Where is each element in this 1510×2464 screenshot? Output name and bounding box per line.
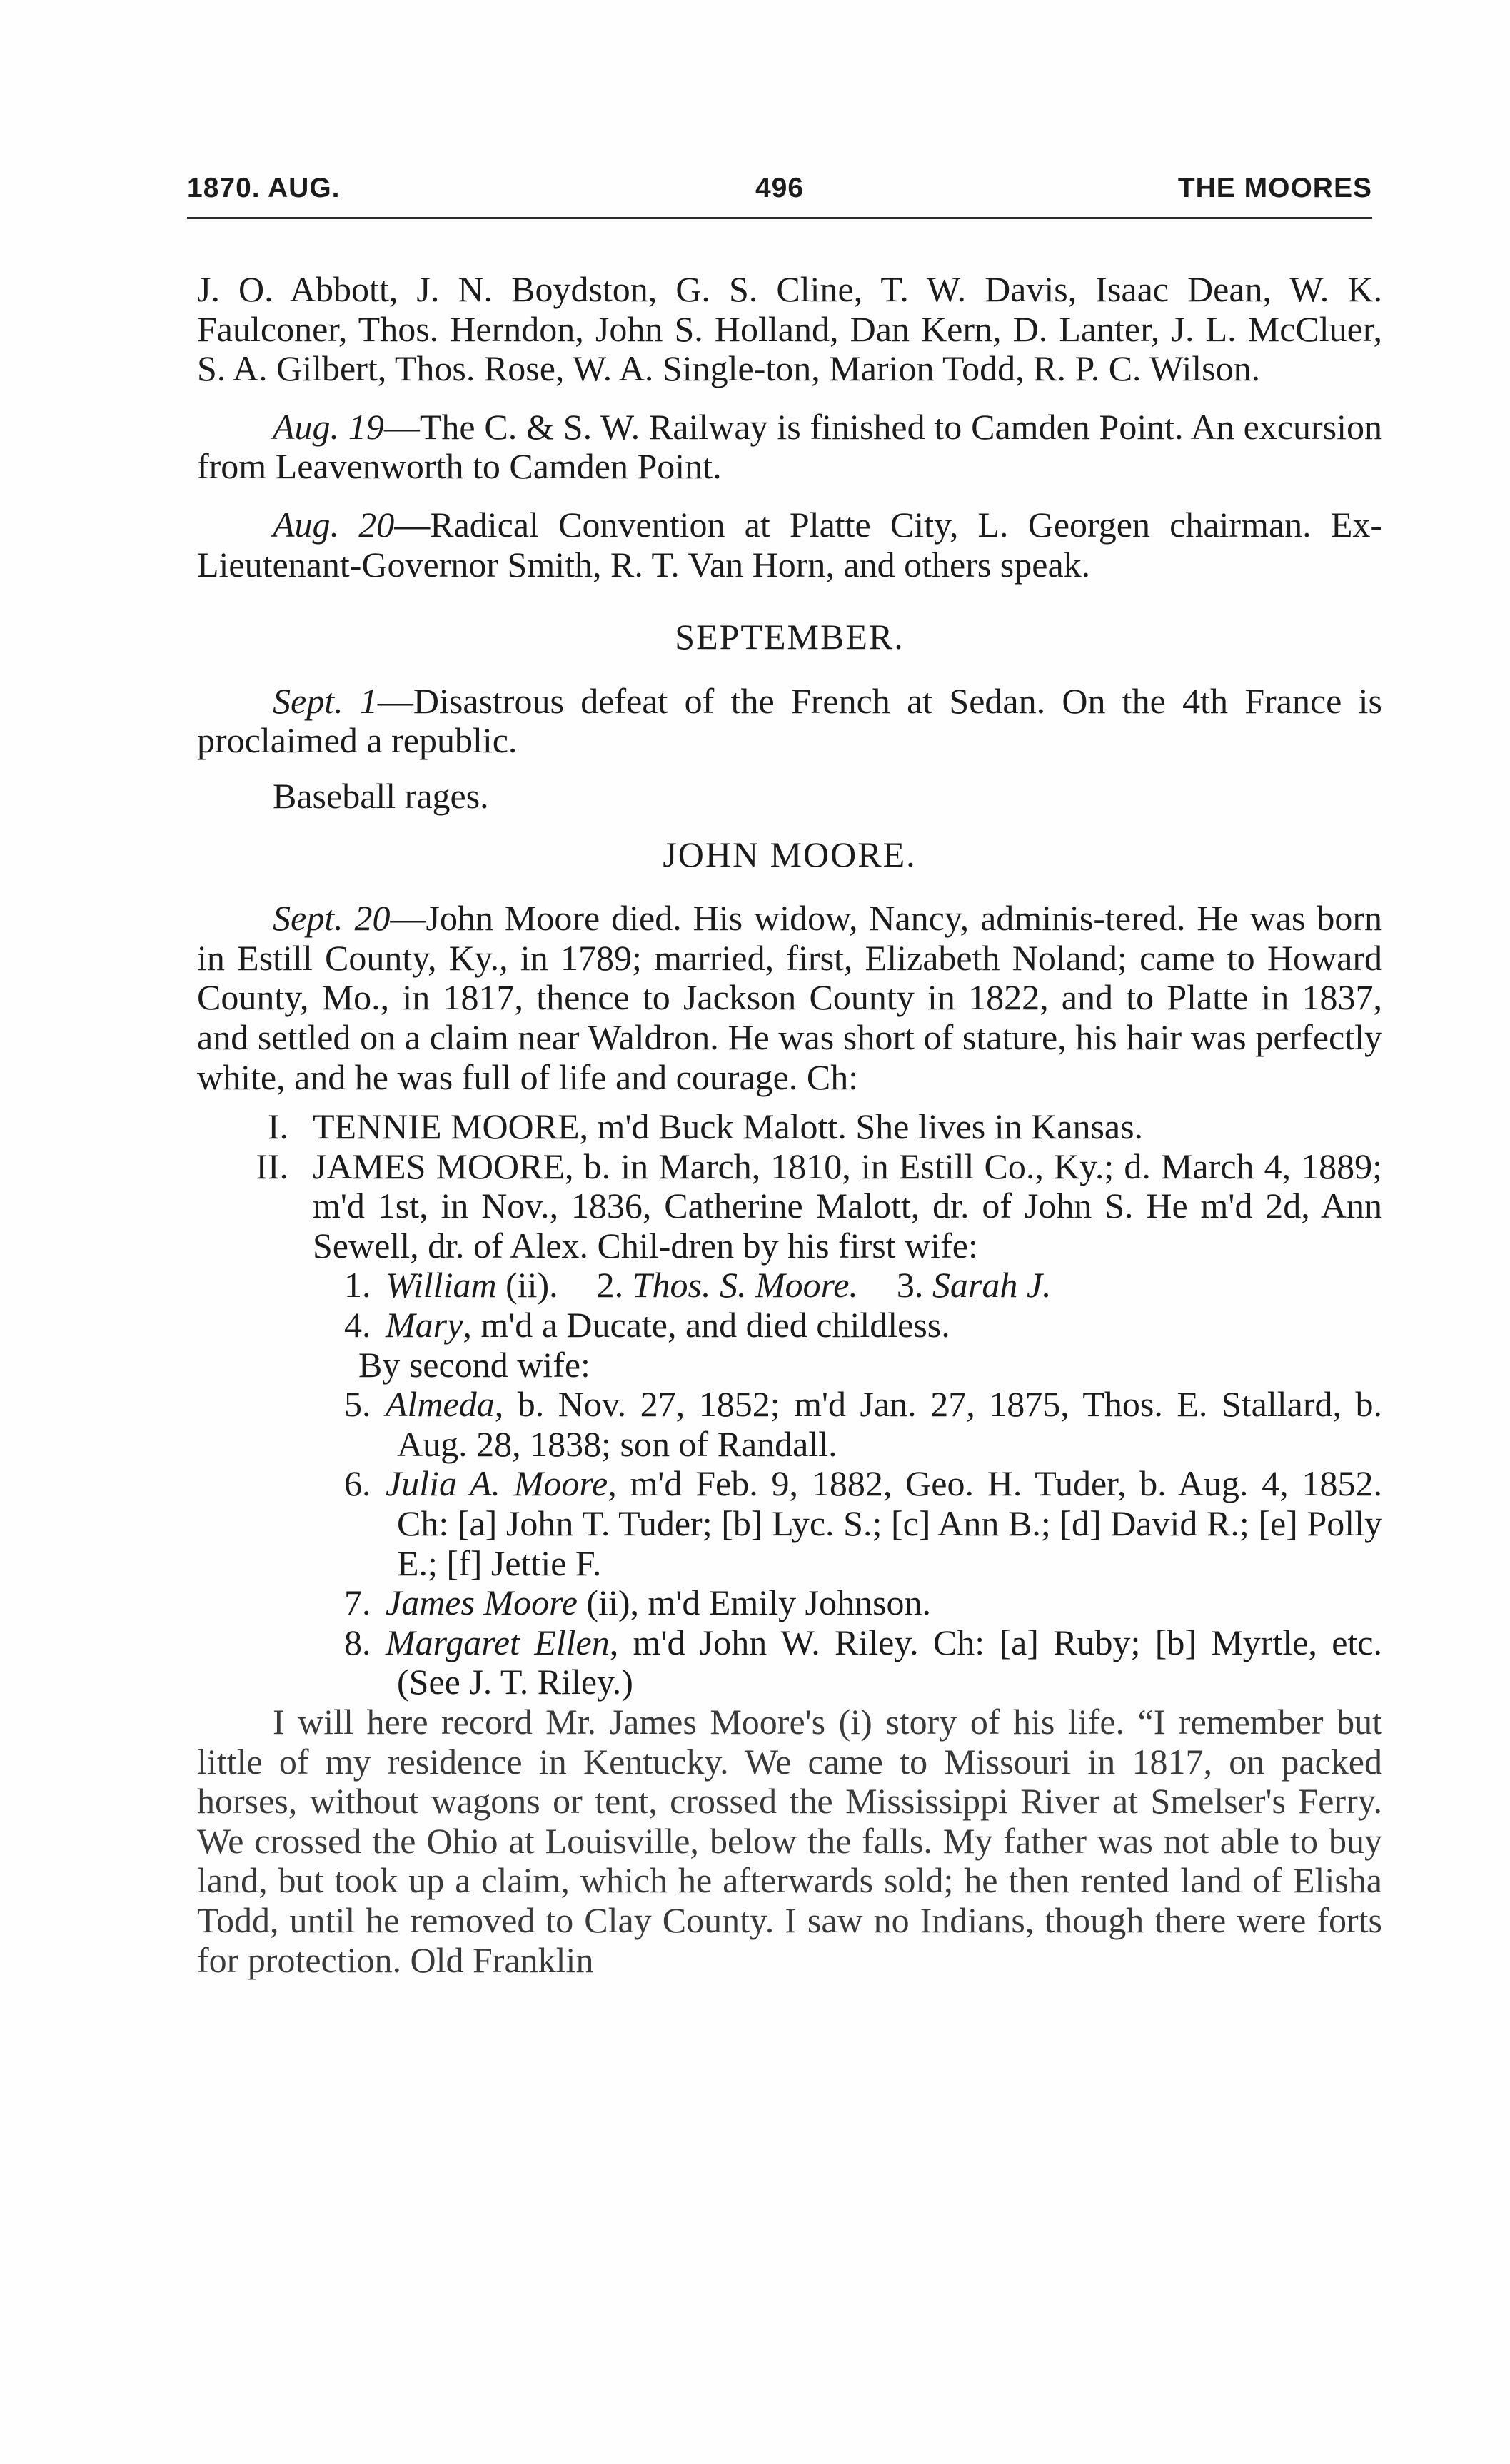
grandchild-entry-almeda [197,1385,1382,1464]
entry-text: —Radical Convention at Platte City, L. Georgen chairman. Ex-Lieutenant-Governor Smith, R. T. Van Horn, and others speak. [197,504,1383,585]
paragraph-baseball: Baseball rages. [273,775,489,816]
entry-date: Aug. 20 [273,504,395,545]
child-entry-text: TENNIE MOORE, m'd Buck Malott. She lives in Kansas. [313,1106,1144,1147]
item-number: 1. [344,1265,371,1306]
entry-text: —John Moore died. His widow, Nancy, adminis-tered. He was born in Estill County, Ky., in 1789; married, first, Elizabeth Noland; came to Howard County, Mo., in 1817, thence to Jackson County in 1822, and to Platte in 1837, and settled on a claim near Waldron. He was short of stature, his hair was perfectly white, and he was full of life and courage. Ch: [197,898,1382,1097]
entry-date: Aug. 19 [273,406,384,447]
item-number: 8. [344,1622,371,1662]
item-text: , m'd Feb. 9, 1882, Geo. H. Tuder, b. Aug. 4, 1852. Ch: [a] John T. Tuder; [b] Lyc. S.; [c] Ann B.; [d] David R.; [e] Polly E.; [f] Jettie F. [397,1463,1382,1583]
entry-sept-20 [197,899,1382,1097]
body-text [197,270,1382,1980]
child-entry-text: JAMES MOORE, b. in March, 1810, in Estill Co., Ky.; d. March 4, 1889; m'd 1st, in Nov., 1836, Catherine Malott, dr. of John S. He m'd 2d, Ann Sewell, dr. of Alex. Chil-dren by his first wife: [313,1146,1382,1266]
grandchild-entry-julia [197,1464,1382,1583]
item-number: 5. [344,1384,371,1425]
entry-aug-20 [197,505,1382,585]
item-name: Margaret Ellen [386,1622,610,1662]
item-name: Thos. S. Moore. [632,1265,858,1306]
item-text: , m'd a Ducate, and died childless. [463,1305,950,1345]
grandchild-entry-mary [197,1306,1382,1345]
item-name: William [386,1265,497,1306]
grandchild-entry-james [197,1583,1382,1623]
item-name: Sarah J. [932,1265,1052,1306]
running-head-date: 1870. AUG. [187,173,341,203]
child-entry-james [197,1147,1382,1266]
item-text: (ii), m'd Emily Johnson. [577,1582,932,1623]
item-name: Almeda [386,1384,495,1425]
section-heading-september: SEPTEMBER. [675,617,905,657]
grandchild-entry-margaret [197,1623,1382,1702]
section-heading-john-moore: JOHN MOORE. [663,834,917,874]
item-number: 2. [596,1265,624,1306]
entry-date: Sept. 1 [273,680,378,721]
running-head-title: THE MOORES [1177,173,1372,203]
item-text: (ii). [496,1265,558,1306]
item-number: 7. [344,1582,371,1623]
paragraph-james-moore-story: I will here record Mr. James Moore's (i) story of his life. “I remember but little of my residence in Kentucky. We came to Missouri in 1817, on packed horses, without wagons or tent, crossed the Mississippi River at Smelser's Ferry. We crossed the Ohio at Louisville, below the falls. My father was not able to buy land, but took up a claim, which he afterwards sold; he then rented land of Elisha Todd, until he removed to Clay County. I saw no Indians, though there were forts for protection. Old Franklin [197,1702,1382,1980]
item-number: 4. [344,1305,371,1345]
page-number: 496 [755,173,805,203]
grandchild-line-1-3 [197,1266,1382,1306]
item-name: Mary [386,1305,463,1345]
item-name: Julia A. Moore [386,1463,608,1504]
child-entry-tennie [197,1107,1382,1147]
item-text: , m'd John W. Riley. Ch: [a] Ruby; [b] Myrtle, etc. (See J. T. Riley.) [397,1622,1382,1702]
item-number: 3. [896,1265,924,1306]
by-second-wife: By second wife: [358,1344,590,1385]
paragraph-names: J. O. Abbott, J. N. Boydston, G. S. Cline, T. W. Davis, Isaac Dean, W. K. Faulconer, Thos. Herndon, John S. Holland, Dan Kern, D. Lanter, J. L. McCluer, S. A. Gilbert, Thos. Rose, W. A. Single-ton, Marion Todd, R. P. C. Wilson. [197,269,1382,389]
roman-numeral: II. [256,1146,288,1186]
entry-date: Sept. 20 [273,898,391,939]
roman-numeral: I. [267,1106,288,1147]
item-name: James Moore [386,1582,578,1623]
entry-aug-19 [197,408,1382,487]
running-head [187,173,1372,216]
item-number: 6. [344,1463,371,1504]
entry-text: —Disastrous defeat of the French at Sedan. On the 4th France is proclaimed a republic. [197,680,1382,761]
entry-sept-1 [197,682,1382,761]
header-rule [187,217,1372,219]
entry-text: —The C. & S. W. Railway is finished to Camden Point. An excursion from Leavenworth to Camden Point. [197,406,1382,487]
item-text: , b. Nov. 27, 1852; m'd Jan. 27, 1875, Thos. E. Stallard, b. Aug. 28, 1838; son of Randall. [397,1384,1382,1464]
